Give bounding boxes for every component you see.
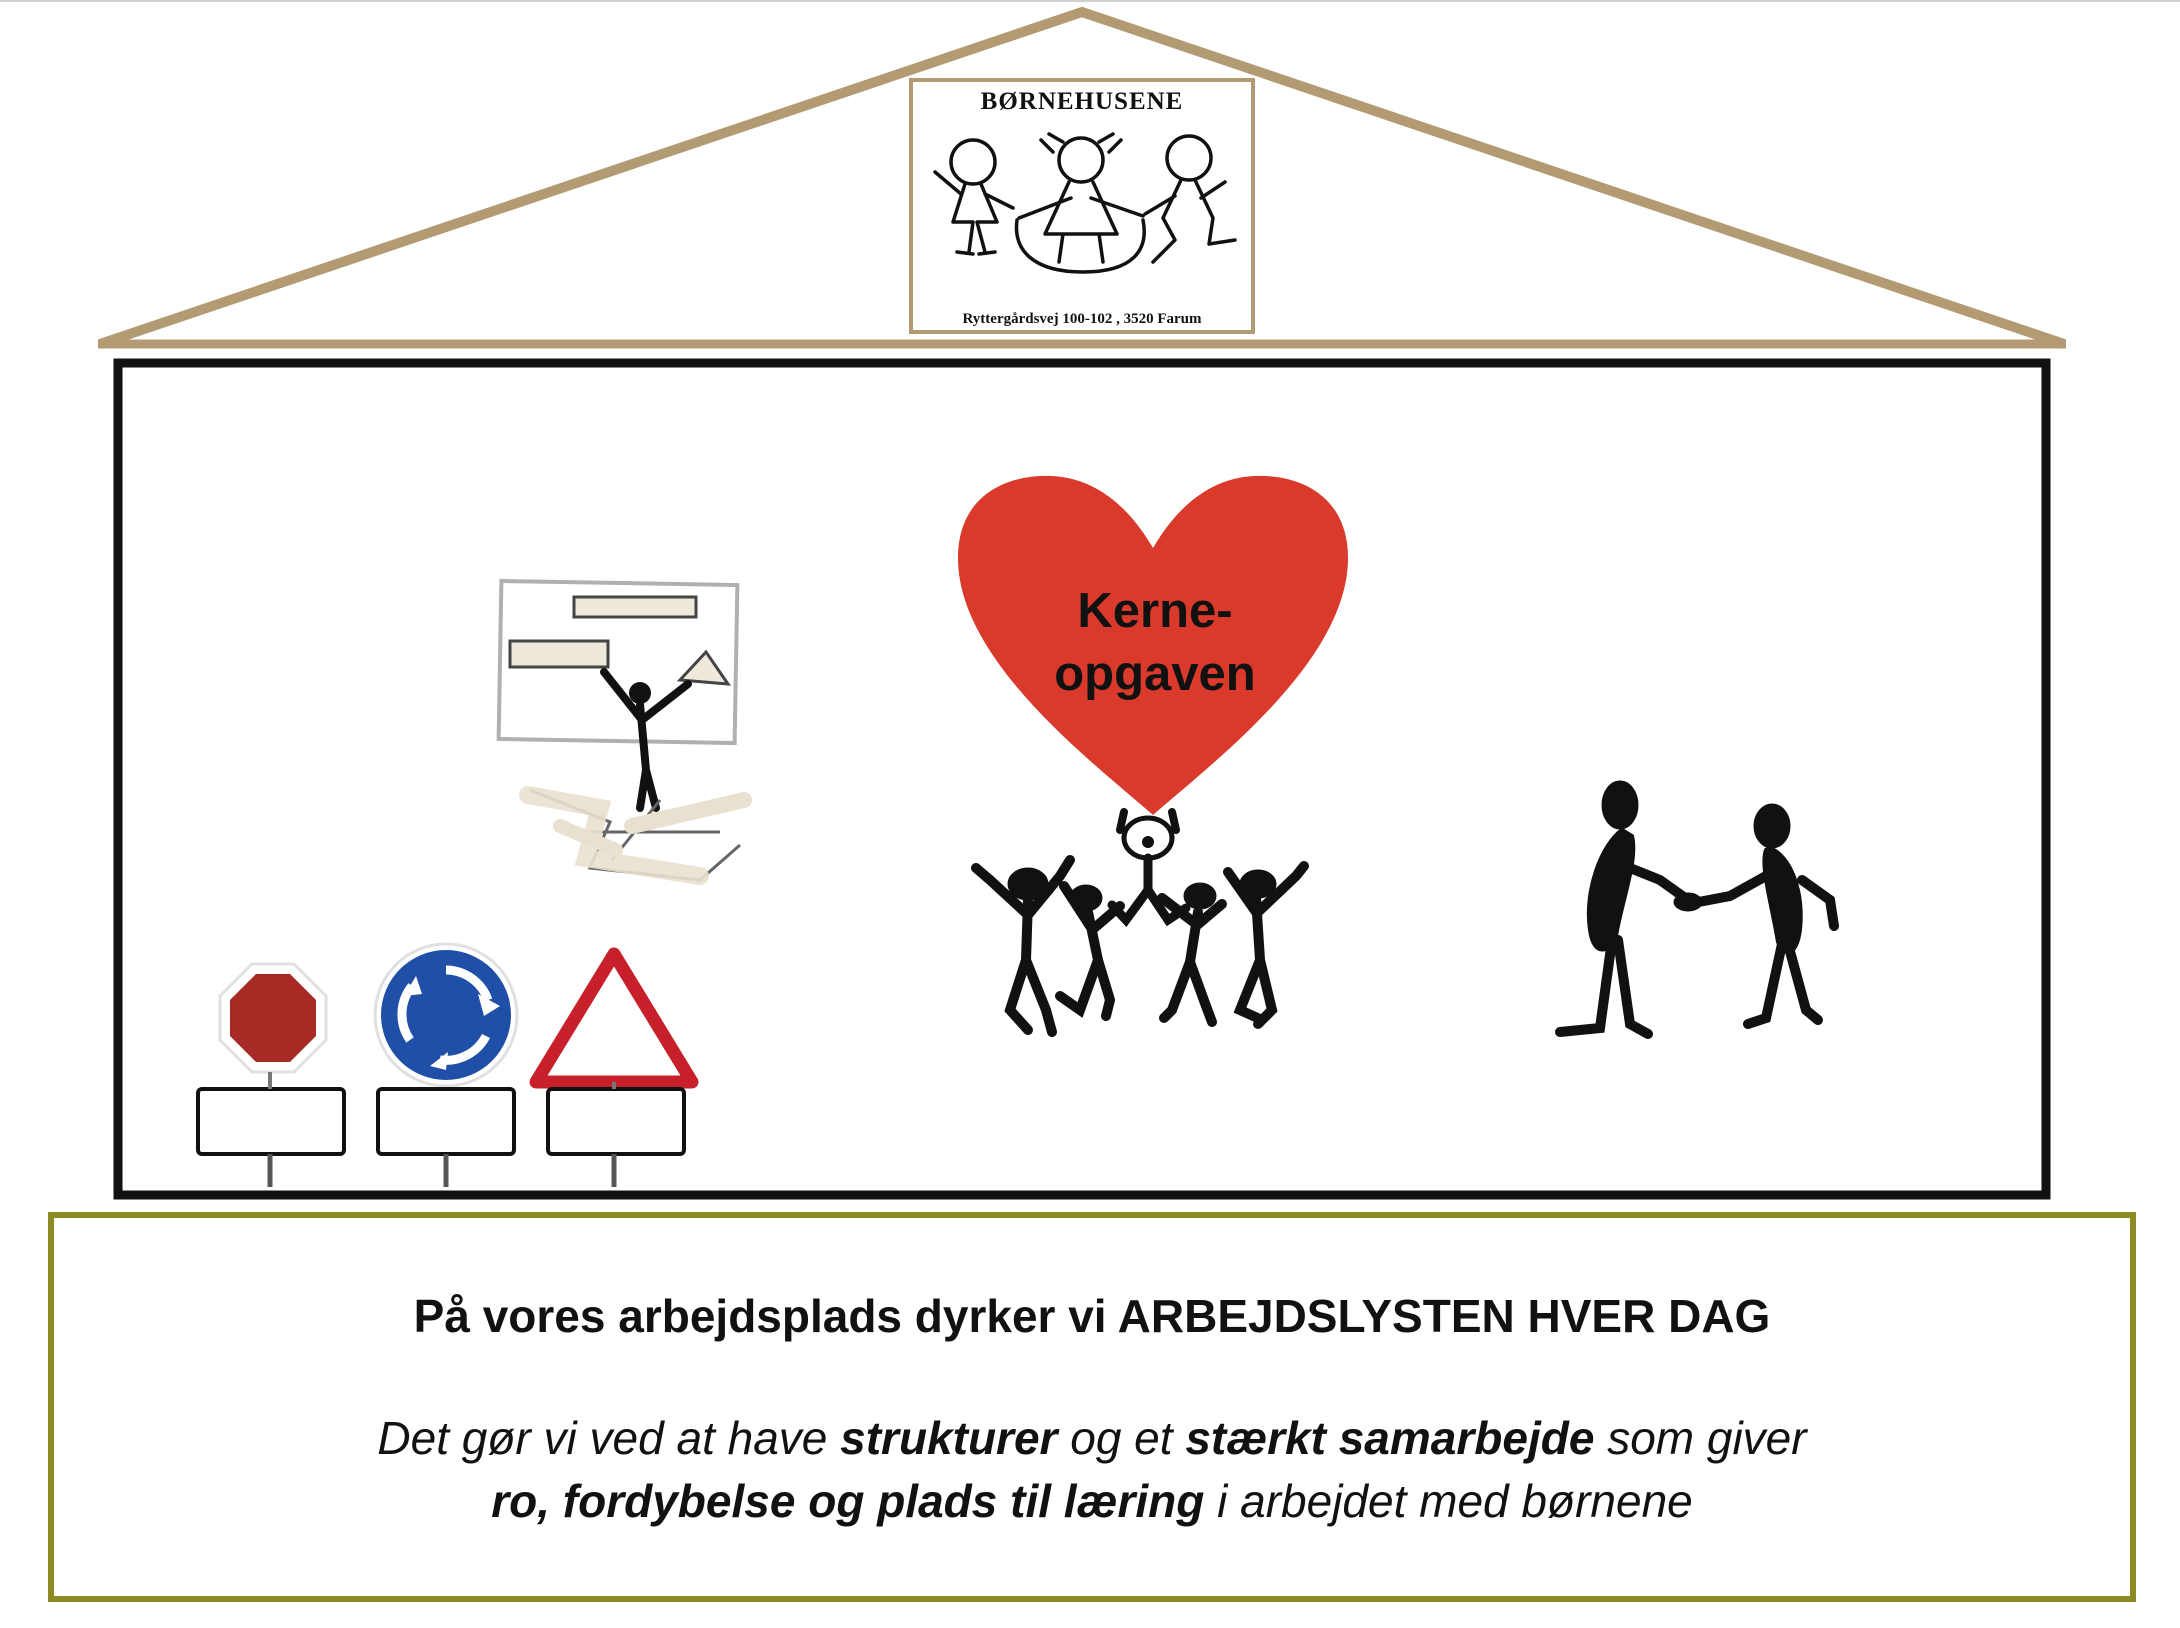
foundation-line-2: [54, 1474, 2130, 1528]
heart-label-line2: opgaven: [1054, 647, 1256, 701]
foundation-box: [48, 1212, 2136, 1602]
line1-bold-samarbejde: stærkt samarbejde: [1185, 1412, 1595, 1464]
line1-text-a: Det gør vi ved at have: [377, 1412, 841, 1464]
foundation-line-1: [54, 1411, 2130, 1465]
line1-text-c: og et: [1057, 1412, 1186, 1464]
line2-text-b: i arbejdet med børnene: [1204, 1475, 1693, 1527]
line2-bold-phrase: ro, fordybelse og plads til læring: [491, 1475, 1205, 1527]
roundabout-sign-icon: [375, 944, 517, 1187]
logo-address: Ryttergårdsvej 100-102 , 3520 Farum: [962, 311, 1202, 327]
line1-text-e: som giver: [1594, 1412, 1807, 1464]
line1-bold-strukturer: strukturer: [840, 1412, 1058, 1464]
foundation-headline: På vores arbejdsplads dyrker vi ARBEJDSLYSTEN HVER DAG: [413, 1290, 1771, 1342]
logo-title: BØRNEHUSENE: [980, 88, 1184, 115]
heart-label-line1: Kerne-: [1077, 584, 1233, 638]
logo-box: [909, 78, 1255, 334]
children-logo-icon: [913, 122, 1251, 282]
heart-label: [1010, 580, 1300, 706]
